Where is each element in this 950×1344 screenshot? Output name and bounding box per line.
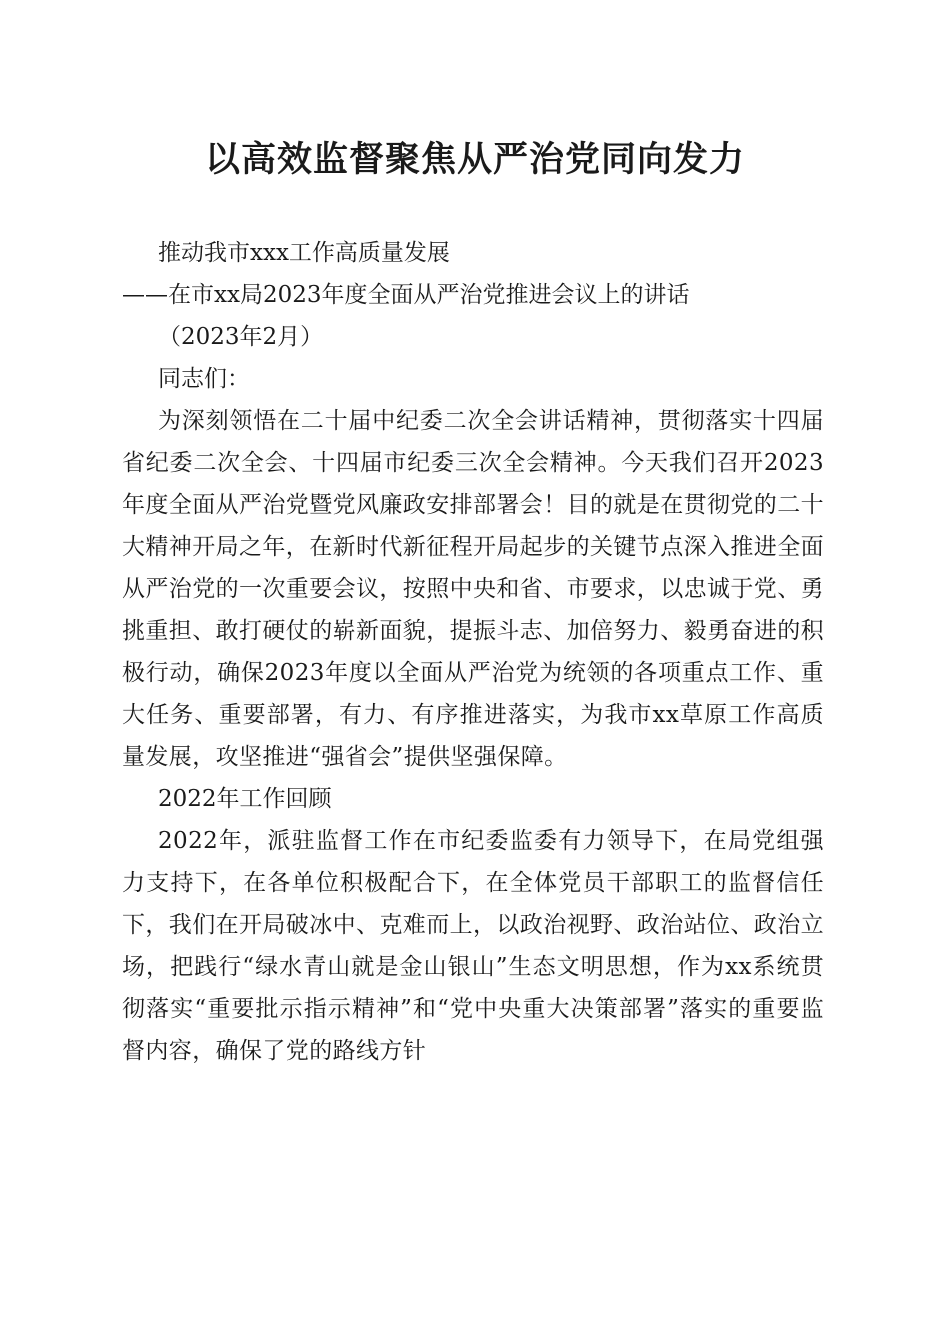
section-heading: 2022年工作回顾 bbox=[158, 786, 332, 812]
document-title: 以高效监督聚焦从严治党同向发力 bbox=[204, 139, 745, 180]
document-occasion: ——在市xx局2023年度全面从严治党推进会议上的讲话 bbox=[122, 282, 690, 308]
document-subtitle: 推动我市xxx工作高质量发展 bbox=[158, 240, 450, 266]
document-date: （2023年2月） bbox=[158, 324, 324, 350]
body-paragraph: 2022年，派驻监督工作在市纪委监委有力领导下，在局党组强力支持下，在各单位积极配合下，在全体党员干部职工的监督信任下，我们在开局破冰中、克难而上，以政治视野、政治站位、政治立场，把践行“绿水青山就是金山银山”生态文明思想，作为xx系统贯彻落实“重要批示指示精神”和“党中央重大决策部署”落实的重要监督内容，确保了党的路线方针 bbox=[122, 828, 824, 1064]
document-body bbox=[122, 232, 824, 1072]
document-salutation: 同志们： bbox=[158, 366, 250, 392]
body-paragraph: 为深刻领悟在二十届中纪委二次全会讲话精神，贯彻落实十四届省纪委二次全会、十四届市纪委三次全会精神。今天我们召开2023年度全面从严治党暨党风廉政安排部署会！目的就是在贯彻党的二十大精神开局之年，在新时代新征程开局起步的关键节点深入推进全面从严治党的一次重要会议，按照中央和省、市要求，以忠诚于党、勇挑重担、敢打硬仗的崭新面貌，提振斗志、加倍努力、毅勇奋进的积极行动，确保2023年度以全面从严治党为统领的各项重点工作、重大任务、重要部署，有力、有序推进落实，为我市xx草原工作高质量发展，攻坚推进“强省会”提供坚强保障。 bbox=[122, 408, 824, 770]
